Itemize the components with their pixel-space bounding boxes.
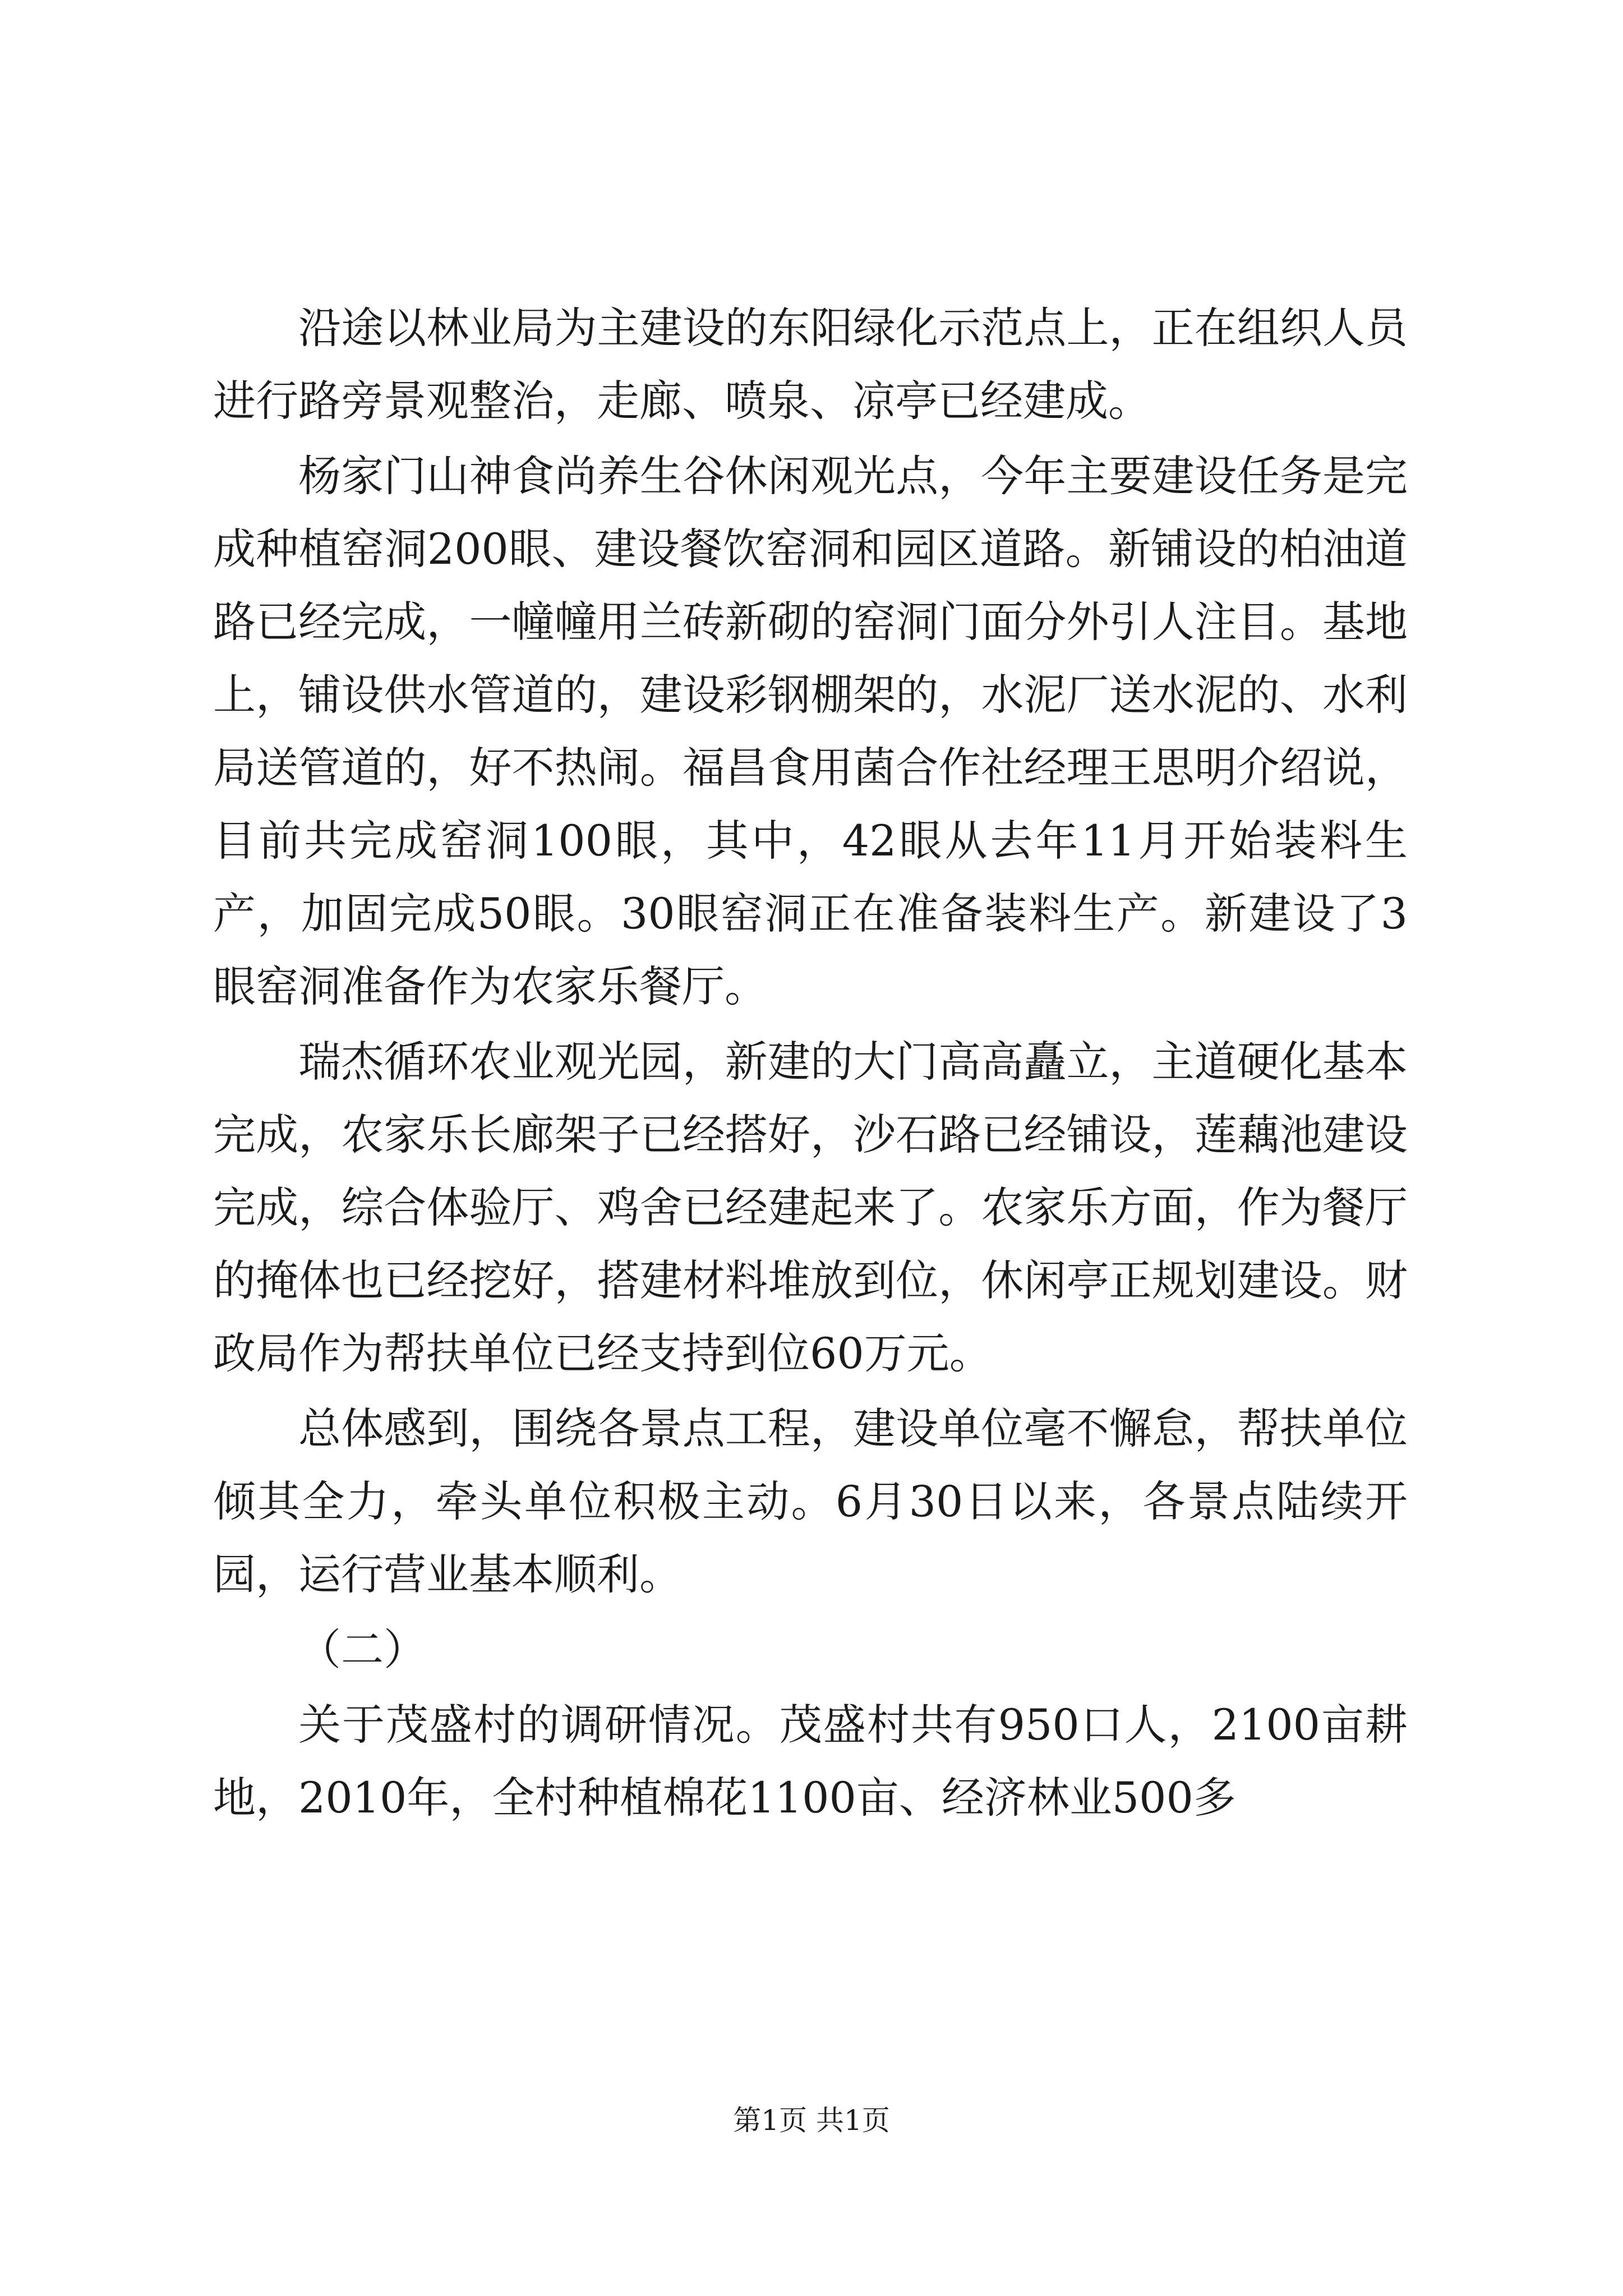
page-footer: 第1页 共1页 <box>733 2104 890 2137</box>
section-heading: （二） <box>298 1625 426 1674</box>
paragraph-summary: 总体感到，围绕各景点工程，建设单位毫不懈怠，帮扶单位倾其全力，牵头单位积极主动。6月30日以来，各景点陆续开园，运行营业基本顺利。 <box>213 1404 1408 1599</box>
paragraph-dongyang-greening: 沿途以林业局为主建设的东阳绿化示范点上，正在组织人员进行路旁景观整治，走廊、喷泉、凉亭已经建成。 <box>213 303 1408 426</box>
paragraph-maosheng-village: 关于茂盛村的调研情况。茂盛村共有950口人，2100亩耕地，2010年，全村种植棉花1100亩、经济林业500多 <box>213 1700 1408 1823</box>
document-body <box>213 292 1408 1837</box>
paragraph-yangjiamen-valley: 杨家门山神食尚养生谷休闲观光点，今年主要建设任务是完成种植窑洞200眼、建设餐饮窑洞和园区道路。新铺设的柏油道路已经完成，一幢幢用兰砖新砌的窑洞门面分外引人注目。基地上，铺设供水管道的，建设彩钢棚架的，水泥厂送水泥的、水利局送管道的，好不热闹。福昌食用菌合作社经理王思明介绍说，目前共完成窑洞100眼，其中，42眼从去年11月开始装料生产，加固完成50眼。30眼窑洞正在准备装料生产。新建设了3眼窑洞准备作为农家乐餐厅。 <box>213 451 1408 1011</box>
paragraph-ruijie-park: 瑞杰循环农业观光园，新建的大门高高矗立，主道硬化基本完成，农家乐长廊架子已经搭好，沙石路已经铺设，莲藕池建设完成，综合体验厅、鸡舍已经建起来了。农家乐方面，作为餐厅的掩体也已经挖好，搭建材料堆放到位，休闲亭正规划建设。财政局作为帮扶单位已经支持到位60万元。 <box>213 1037 1408 1378</box>
